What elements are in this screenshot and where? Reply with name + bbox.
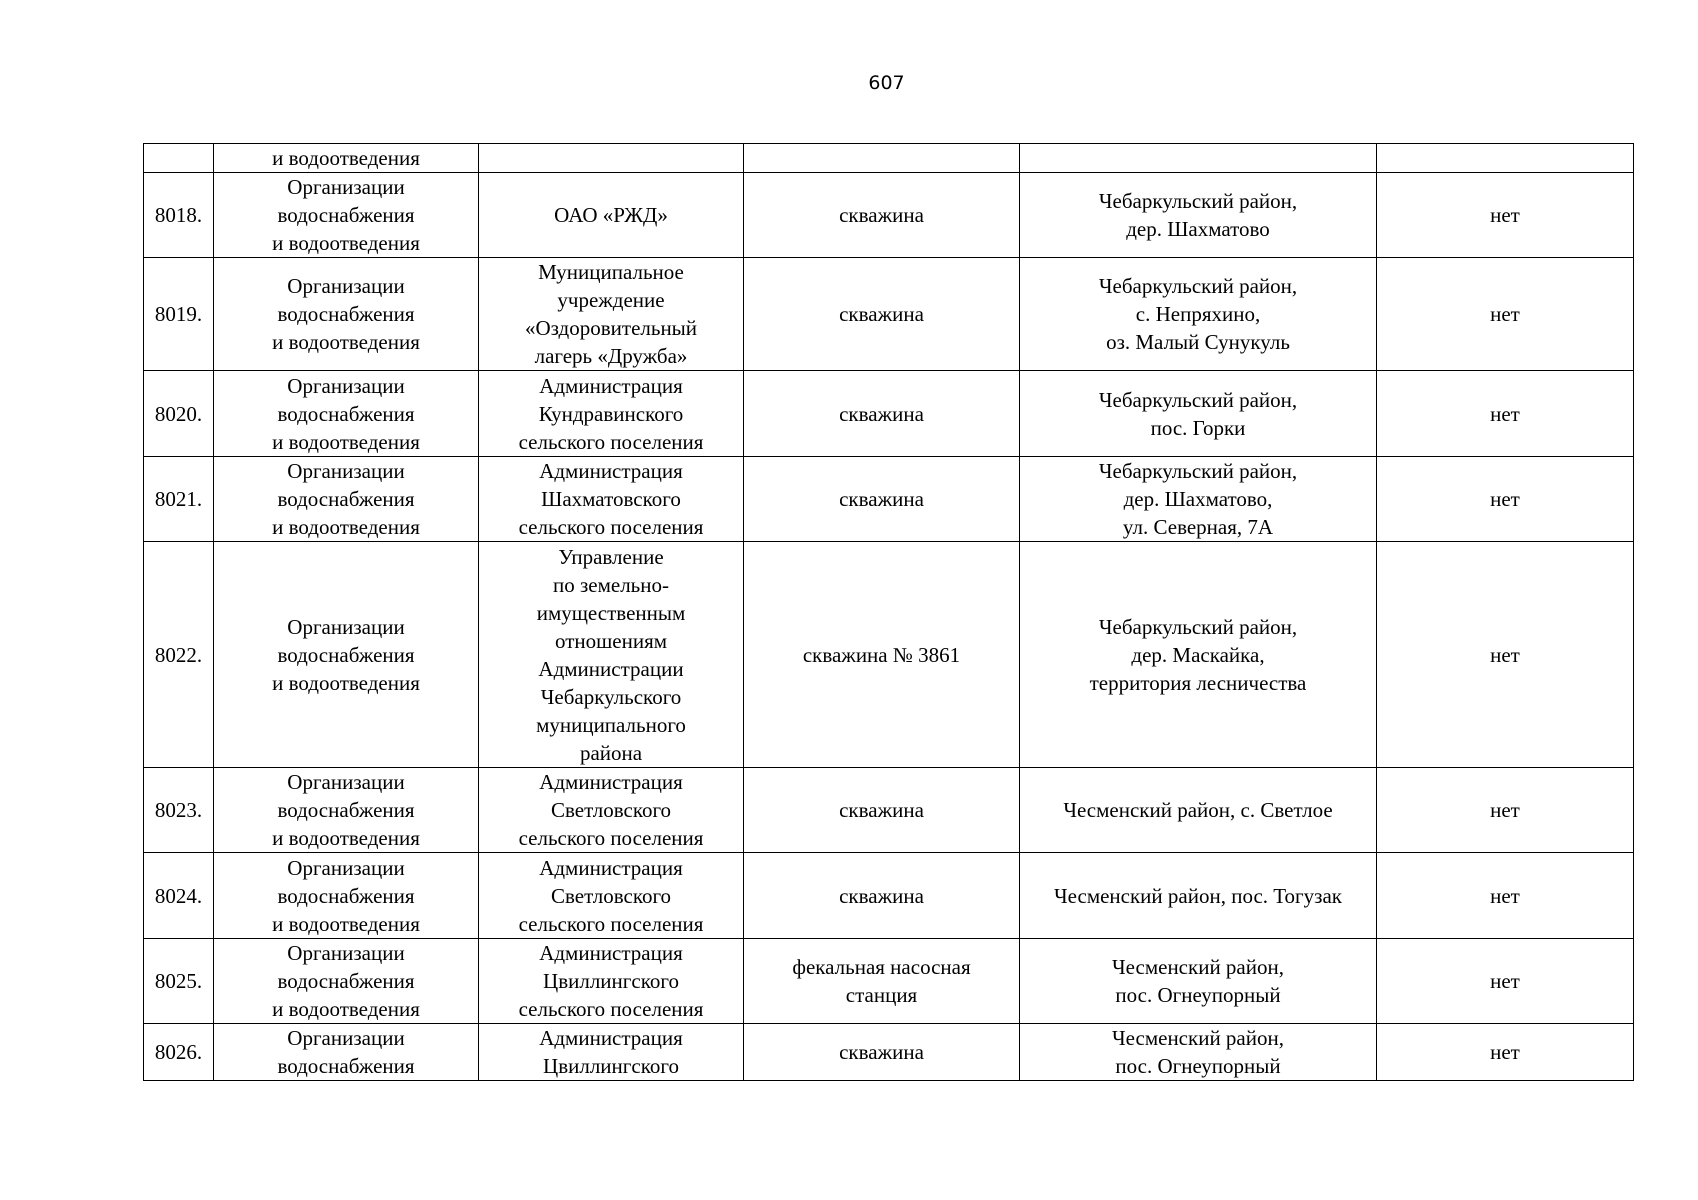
row-number-cell: 8019.	[144, 258, 214, 371]
organization-name-cell: Администрация Светловского сельского поселения	[479, 768, 744, 853]
table-row	[144, 173, 1634, 258]
table-row	[144, 1024, 1634, 1081]
address-cell: Чесменский район, пос. Огнеупорный	[1020, 939, 1377, 1024]
object-cell: скважина	[744, 768, 1020, 853]
address-cell: Чебаркульский район, дер. Шахматово	[1020, 173, 1377, 258]
organization-type-cell: Организации водоснабжения	[214, 1024, 479, 1081]
flag-cell: нет	[1377, 542, 1634, 768]
flag-cell	[1377, 144, 1634, 173]
flag-cell: нет	[1377, 371, 1634, 457]
row-number-cell: 8021.	[144, 457, 214, 542]
organization-type-cell: Организации водоснабжения и водоотведения	[214, 258, 479, 371]
object-cell: скважина	[744, 258, 1020, 371]
object-cell: скважина	[744, 457, 1020, 542]
flag-cell: нет	[1377, 457, 1634, 542]
flag-cell: нет	[1377, 853, 1634, 939]
address-cell	[1020, 144, 1377, 173]
registry-table	[143, 143, 1634, 1081]
flag-cell: нет	[1377, 768, 1634, 853]
table-row	[144, 371, 1634, 457]
address-cell: Чебаркульский район, пос. Горки	[1020, 371, 1377, 457]
organization-type-cell: и водоотведения	[214, 144, 479, 173]
table-row	[144, 258, 1634, 371]
organization-type-cell: Организации водоснабжения и водоотведения	[214, 371, 479, 457]
object-cell: скважина	[744, 371, 1020, 457]
organization-name-cell: Администрация Цвиллингского	[479, 1024, 744, 1081]
row-number-cell: 8025.	[144, 939, 214, 1024]
table-row	[144, 144, 1634, 173]
flag-cell: нет	[1377, 939, 1634, 1024]
object-cell: скважина	[744, 853, 1020, 939]
organization-name-cell: Муниципальное учреждение «Оздоровительный лагерь «Дружба»	[479, 258, 744, 371]
organization-type-cell: Организации водоснабжения и водоотведения	[214, 853, 479, 939]
address-cell: Чесменский район, пос. Огнеупорный	[1020, 1024, 1377, 1081]
object-cell: фекальная насосная станция	[744, 939, 1020, 1024]
object-cell: скважина	[744, 173, 1020, 258]
row-number-cell: 8018.	[144, 173, 214, 258]
organization-name-cell: Администрация Кундравинского сельского поселения	[479, 371, 744, 457]
table-row	[144, 853, 1634, 939]
table-row	[144, 768, 1634, 853]
organization-type-cell: Организации водоснабжения и водоотведения	[214, 768, 479, 853]
object-cell: скважина	[744, 1024, 1020, 1081]
organization-name-cell: Администрация Светловского сельского поселения	[479, 853, 744, 939]
row-number-cell	[144, 144, 214, 173]
organization-name-cell	[479, 144, 744, 173]
flag-cell: нет	[1377, 1024, 1634, 1081]
flag-cell: нет	[1377, 258, 1634, 371]
organization-type-cell: Организации водоснабжения и водоотведения	[214, 939, 479, 1024]
table-row	[144, 457, 1634, 542]
row-number-cell: 8026.	[144, 1024, 214, 1081]
object-cell	[744, 144, 1020, 173]
address-cell: Чесменский район, пос. Тогузак	[1020, 853, 1377, 939]
row-number-cell: 8022.	[144, 542, 214, 768]
table-row	[144, 542, 1634, 768]
registry-table-body	[144, 144, 1634, 1081]
address-cell: Чебаркульский район, с. Непряхино, оз. Малый Сунукуль	[1020, 258, 1377, 371]
table-row	[144, 939, 1634, 1024]
organization-type-cell: Организации водоснабжения и водоотведения	[214, 542, 479, 768]
organization-type-cell: Организации водоснабжения и водоотведения	[214, 457, 479, 542]
row-number-cell: 8024.	[144, 853, 214, 939]
object-cell: скважина № 3861	[744, 542, 1020, 768]
row-number-cell: 8020.	[144, 371, 214, 457]
address-cell: Чебаркульский район, дер. Шахматово, ул. Северная, 7А	[1020, 457, 1377, 542]
organization-type-cell: Организации водоснабжения и водоотведения	[214, 173, 479, 258]
page-number: 607	[868, 72, 905, 94]
organization-name-cell: ОАО «РЖД»	[479, 173, 744, 258]
address-cell: Чесменский район, с. Светлое	[1020, 768, 1377, 853]
row-number-cell: 8023.	[144, 768, 214, 853]
organization-name-cell: Управление по земельно- имущественным отношениям Администрации Чебаркульского муниципального района	[479, 542, 744, 768]
organization-name-cell: Администрация Шахматовского сельского поселения	[479, 457, 744, 542]
flag-cell: нет	[1377, 173, 1634, 258]
organization-name-cell: Администрация Цвиллингского сельского поселения	[479, 939, 744, 1024]
address-cell: Чебаркульский район, дер. Маскайка, территория лесничества	[1020, 542, 1377, 768]
